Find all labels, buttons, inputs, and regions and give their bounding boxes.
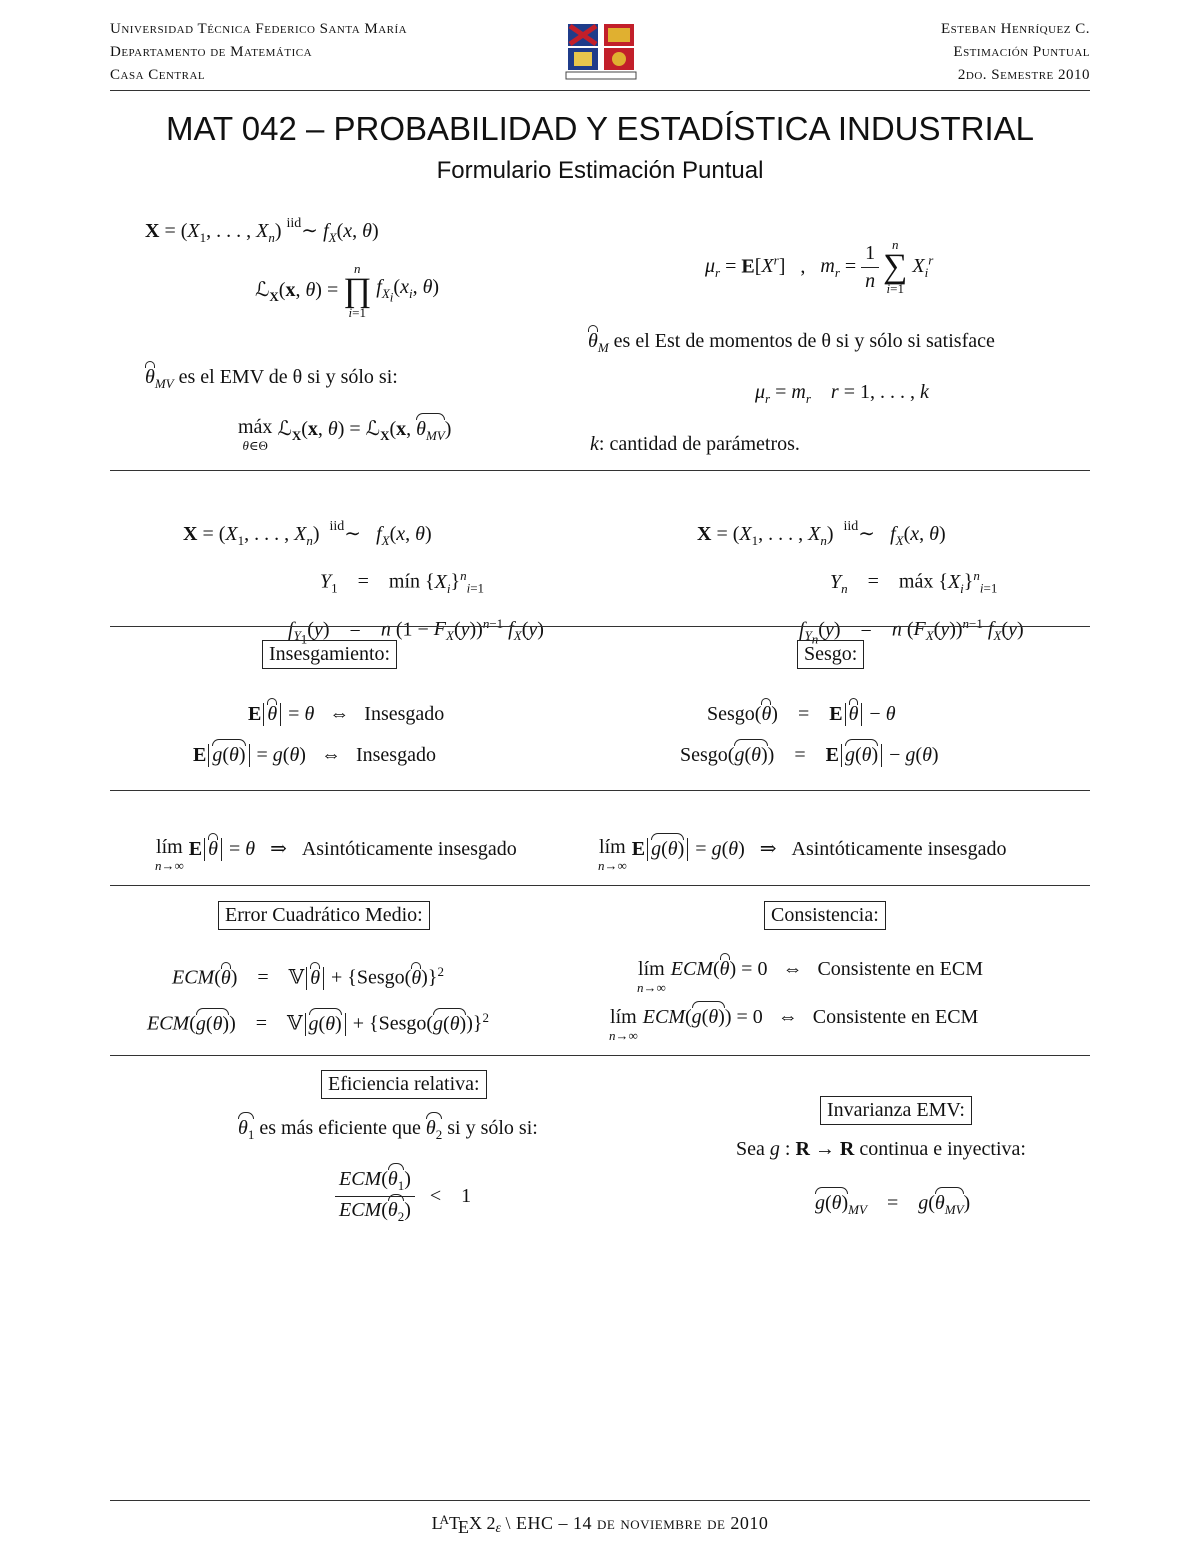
section-rule-5	[110, 1055, 1090, 1056]
department-name: Departamento de Matemática	[110, 44, 313, 60]
moments-estimator-definition: $\theta_M$ es el Est de momentos de θ si y sólo si satisface	[588, 330, 995, 355]
page-title: MAT 042 – PROBABILIDAD Y ESTADÍSTICA INDUSTRIAL	[165, 110, 1035, 147]
footer-text: \ EHC – 14 de noviembre de 2010	[505, 1513, 769, 1533]
ecm-heading: Error Cuadrático Medio:	[218, 901, 430, 930]
insesgamiento-heading: Insesgamiento:	[262, 640, 397, 669]
consistency-theta: lím n→∞ ECM(θ) = 0 ⇔ Consistente en ECM	[637, 958, 983, 995]
eficiencia-heading: Eficiencia relativa:	[321, 1070, 487, 1099]
consistencia-heading: Consistencia:	[764, 901, 886, 930]
emv-text: es el EMV de θ si y sólo si:	[178, 366, 398, 388]
section-rule-2	[110, 626, 1090, 627]
invariance-text: continua e inyectiva:	[859, 1138, 1026, 1160]
unbiased-theta: E θ = θ ⇔ Insesgado	[248, 703, 445, 725]
invarianza-heading: Invarianza EMV:	[820, 1096, 972, 1125]
k-text: cantidad de parámetros.	[609, 433, 800, 455]
ecm-g-theta: ECM(g(θ)) = 𝕍 g(θ) + {Sesgo(g(θ))}$^2$	[147, 1010, 489, 1035]
moments-equation: $\mu_r = m_r$ r = 1, . . . , k	[755, 381, 929, 406]
efficiency-statement: $\theta_1$ es más eficiente que $\theta_2$ si y sólo si:	[238, 1117, 538, 1142]
consistente-label-2: Consistente en ECM	[812, 1006, 979, 1028]
university-name: Universidad Técnica Federico Santa María	[110, 21, 408, 37]
asint-label-2: Asintóticamente insesgado	[791, 838, 1007, 860]
campus-name: Casa Central	[110, 67, 206, 83]
asymptotic-unbiased-g-theta: lím n→∞ E g(θ) = g(θ) ⇒ Asintóticamente insesgado	[598, 836, 1007, 873]
asymptotic-unbiased-theta: lím n→∞ E θ = θ ⇒ Asintóticamente insesgado	[155, 836, 517, 873]
insesgado-label-2: Insesgado	[355, 744, 436, 766]
header-left	[110, 18, 407, 87]
footer	[0, 1512, 1200, 1537]
insesgado-label-1: Insesgado	[364, 703, 445, 725]
semester: 2do. Semestre 2010	[957, 67, 1090, 83]
sesgo-heading: Sesgo:	[797, 640, 864, 669]
invariance-formula: $g(\theta)_{MV}$ = $g(\theta_{MV})$	[815, 1192, 971, 1217]
max-order-statistic: $X = (X_1$, . . . , $X_n$) $^{iid}$∼ $f_X(x$, θ) $Y_n$ = máx $\{X_i\}^n_{i=1}$ $f_{Y_n}(y)$ = n $(F_X(y))^{n-1}$ $f_X(y)$	[697, 519, 1024, 647]
consistency-g-theta: lím n→∞ ECM(g(θ)) = 0 ⇔ Consistente en ECM	[609, 1006, 979, 1043]
invariance-statement: Sea g : R → R continua e inyectiva:	[736, 1138, 1026, 1160]
moments-formula: $\mu_r = E[X^r]$ , $m_r$ = $\frac{1}{n}$ n ∑ i=1 $X_i^r$	[705, 237, 934, 296]
bias-theta: Sesgo(θ) = E θ − θ	[707, 703, 896, 725]
page-subtitle: Formulario Estimación Puntual	[436, 157, 764, 184]
bias-g-theta: Sesgo(g(θ)) = E g(θ) − g(θ)	[680, 744, 939, 766]
min-order-statistic: $X = (X_1$, . . . , $X_n$) $^{iid}$∼ $f_X(x$, θ) $Y_1$ = mín $\{X_i\}^n_{i=1}$ $f_{Y_1}(y)$ = n $(1 - F_X(y))^{n-1}$ $f_X(y)$	[183, 519, 544, 647]
emv-max-condition: máx θ∈Θ ℒ$_X$(x, θ) = ℒ$_X$(x, $\theta_{MV}$)	[238, 416, 452, 453]
k-definition: k: cantidad de parámetros.	[590, 433, 800, 455]
university-seal-logo	[562, 22, 640, 82]
asint-label-1: Asintóticamente insesgado	[301, 838, 517, 860]
moments-text: es el Est de momentos de θ si y sólo si satisface	[613, 330, 995, 352]
topic-name: Estimación Puntual	[953, 44, 1090, 60]
likelihood-formula: ℒ$_X$(x, θ) = n ∏ i=1 $f_{X_i}(x_i$, θ)	[255, 261, 440, 320]
unbiased-g-theta: E g(θ) = g(θ) ⇔ Insesgado	[193, 744, 436, 766]
emv-definition: $\theta_{MV}$ es el EMV de θ si y sólo si:	[145, 366, 398, 391]
latex-logo: $L^ATEX$ 2ε	[431, 1512, 501, 1537]
efficiency-ratio: $\frac{ECM(\theta_1)}{ECM(\theta_2)}$ < 1	[335, 1168, 471, 1225]
header-right	[941, 18, 1090, 87]
footer-rule	[110, 1500, 1090, 1501]
ecm-theta: ECM(θ) = 𝕍 θ + {Sesgo(θ)}$^2$	[172, 964, 444, 989]
section-rule-4	[110, 885, 1090, 886]
efficiency-tail: si y sólo si:	[447, 1117, 538, 1139]
sample-definition: $X = (X_1$, . . . , $X_n$) $^{iid}$∼ $f_X(x$, θ)	[145, 216, 379, 245]
author-name: Esteban Henríquez C.	[940, 21, 1090, 37]
section-rule-1	[110, 470, 1090, 471]
header-rule	[110, 90, 1090, 91]
efficiency-text: es más eficiente que	[259, 1117, 421, 1139]
consistente-label-1: Consistente en ECM	[817, 958, 983, 980]
section-rule-3	[110, 790, 1090, 791]
